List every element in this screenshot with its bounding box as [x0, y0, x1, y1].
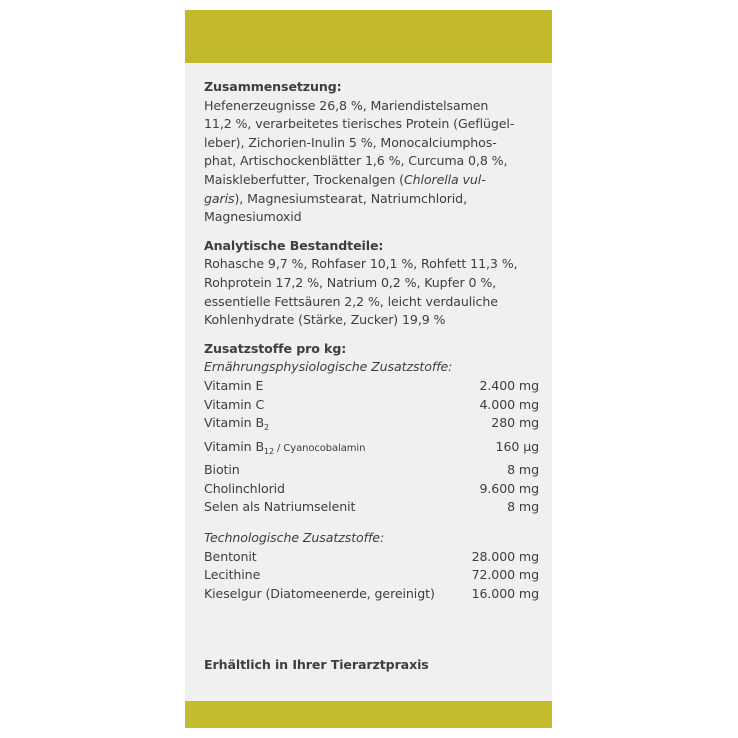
- additives-section: [204, 340, 539, 604]
- additive-row: [204, 566, 539, 585]
- nutritional-additives-heading: Ernährungsphysiologische Zusatzstoffe:: [204, 359, 453, 375]
- chlorella-italic: Chlorella vul-: [403, 171, 486, 187]
- additive-row: [204, 548, 539, 567]
- additive-value: 4.000 mg: [479, 396, 539, 412]
- additive-row: [204, 480, 539, 499]
- additive-row: [204, 377, 539, 396]
- additive-name: Vitamin B: [204, 415, 264, 431]
- additive-value: 9.600 mg: [479, 480, 539, 496]
- additives-heading: Zusatzstoffe pro kg:: [204, 340, 347, 356]
- additive-value: 72.000 mg: [471, 567, 539, 583]
- composition-line-text: Maiskleberfutter, Trockenalgen (: [204, 171, 404, 187]
- analytic-section: [204, 237, 539, 330]
- composition-line: phat, Artischockenblätter 1,6 %, Curcuma 0,8 %,: [204, 153, 508, 169]
- composition-text: [204, 97, 539, 227]
- additive-name: Kieselgur (Diatomeenerde, gereinigt): [204, 585, 435, 601]
- analytic-line: essentielle Fettsäuren 2,2 %, leicht verdauliche: [204, 293, 498, 309]
- analytic-line: Kohlenhydrate (Stärke, Zucker) 19,9 %: [204, 312, 446, 328]
- additive-name: Cholinchlorid: [204, 480, 285, 496]
- additive-name: Biotin: [204, 462, 240, 478]
- additive-row: [204, 585, 539, 604]
- bottom-color-band: [185, 701, 552, 728]
- product-label-panel: [185, 10, 552, 728]
- analytic-line: Rohasche 9,7 %, Rohfaser 10,1 %, Rohfett 11,3 %,: [204, 256, 518, 272]
- additive-row: [204, 396, 539, 415]
- additive-row: [204, 498, 539, 517]
- additive-name: Vitamin C: [204, 396, 265, 412]
- additive-value: 8 mg: [507, 499, 539, 515]
- additive-name-extra: / Cyanocobalamin: [273, 442, 366, 454]
- analytic-line: Rohprotein 17,2 %, Natrium 0,2 %, Kupfer 0 %,: [204, 274, 497, 290]
- composition-line-text: ), Magnesiumstearat, Natriumchlorid,: [234, 190, 467, 206]
- additive-value: 16.000 mg: [471, 585, 539, 601]
- technological-additives-heading: Technologische Zusatzstoffe:: [204, 530, 385, 546]
- additive-value: 28.000 mg: [471, 548, 539, 564]
- additive-name: Lecithine: [204, 567, 261, 583]
- additive-value: 8 mg: [507, 462, 539, 478]
- additive-row: [204, 414, 539, 438]
- additive-name: Vitamin E: [204, 377, 264, 393]
- additive-row: [204, 438, 539, 462]
- additive-value: 160 µg: [495, 438, 539, 454]
- availability-note: Erhältlich in Ihrer Tierarztpraxis: [204, 657, 429, 672]
- analytic-text: [204, 255, 539, 329]
- composition-line: [204, 171, 539, 190]
- composition-heading: Zusammensetzung:: [204, 79, 342, 94]
- additive-name: Bentonit: [204, 548, 257, 564]
- additive-subscript: 2: [263, 423, 269, 433]
- spacer: [204, 517, 539, 529]
- composition-line: leber), Zichorien-Inulin 5 %, Monocalciumphos-: [204, 134, 497, 150]
- additive-value: 280 mg: [491, 415, 539, 431]
- additive-subscript: 12: [263, 446, 274, 456]
- composition-line: [204, 190, 539, 209]
- additive-name: Selen als Natriumselenit: [204, 499, 356, 515]
- additive-value: 2.400 mg: [479, 377, 539, 393]
- composition-line: 11,2 %, verarbeitetes tierisches Protein (Geflügel-: [204, 116, 515, 132]
- chlorella-italic-cont: garis: [204, 190, 235, 206]
- additive-row: [204, 461, 539, 480]
- composition-line: Magnesiumoxid: [204, 209, 302, 225]
- composition-line: Hefenerzeugnisse 26,8 %, Mariendistelsamen: [204, 97, 489, 113]
- analytic-heading: Analytische Bestandteile:: [204, 237, 384, 253]
- additive-name-wrap: [204, 414, 269, 438]
- additive-name: Vitamin B: [204, 438, 264, 454]
- top-color-band: [185, 10, 552, 63]
- composition-section: [204, 78, 539, 227]
- additive-name-wrap: [204, 438, 365, 462]
- label-content: [204, 78, 539, 607]
